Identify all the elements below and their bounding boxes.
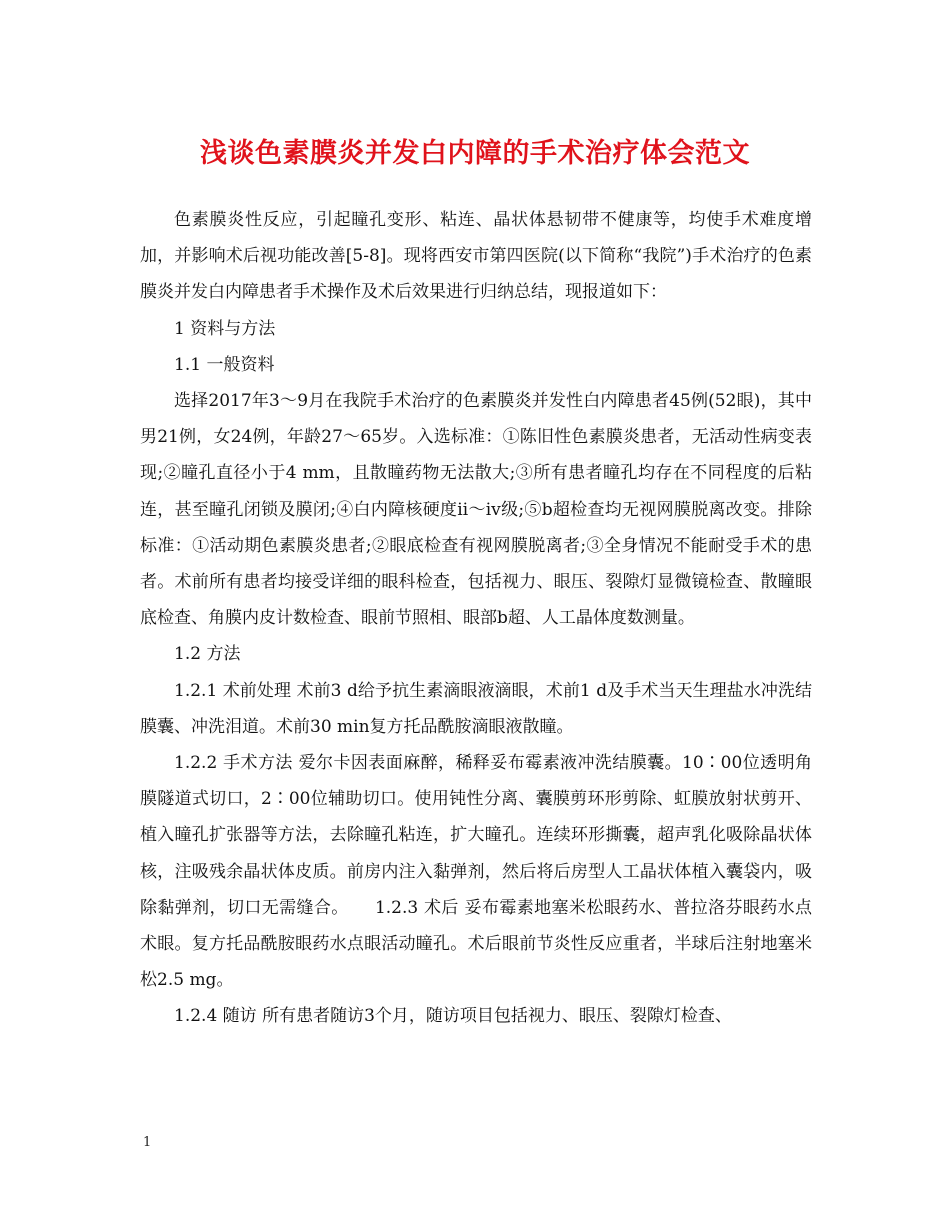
document-body [140,202,812,1035]
heading-method: 1.2 方法 [174,644,241,665]
document-title: 浅谈色素膜炎并发白内障的手术治疗体会范文 [200,138,750,169]
paragraph-general-info: 选择2017年3～9月在我院手术治疗的色素膜炎并发性白内障患者45例(52眼)，其中男21例，女24例，年龄27～65岁。入选标准：①陈旧性色素膜炎患者，无活动性病变表现;②瞳孔直径小于4 mm，且散瞳药物无法散大;③所有患者瞳孔均存在不同程度的后粘连，甚至瞳孔闭锁及膜闭;④白内障核硬度ⅱ～ⅳ级;⑤b超检查均无视网膜脱离改变。排除标准：①活动期色素膜炎患者;②眼底检查有视网膜脱离者;③全身情况不能耐受手术的患者。术前所有患者均接受详细的眼科检查，包括视力、眼压、裂隙灯显微镜检查、散瞳眼底检查、角膜内皮计数检查、眼前节照相、眼部b超、人工晶体度数测量。 [140,391,812,629]
paragraph-intro: 色素膜炎性反应，引起瞳孔变形、粘连、晶状体悬韧带不健康等，均使手术难度增加，并影响术后视功能改善[5-8]。现将西安市第四医院(以下简称“我院”)手术治疗的色素膜炎并发白内障患者手术操作及术后效果进行归纳总结，现报道如下： [140,210,812,303]
paragraph-surgical-method: 1.2.2 手术方法 爱尔卡因表面麻醉，稀释妥布霉素液冲洗结膜囊。10∶00位透明角膜隧道式切口，2∶00位辅助切口。使用钝性分离、囊膜剪环形剪除、虹膜放射状剪开、植入瞳孔扩张器等方法，去除瞳孔粘连，扩大瞳孔。连续环形撕囊，超声乳化吸除晶状体核，注吸残余晶状体皮质。前房内注入黏弹剂，然后将后房型人工晶状体植入囊袋内，吸除黏弹剂，切口无需缝合。 1.2.3 术后 妥布霉素地塞米松眼药水、普拉洛芬眼药水点术眼。复方托品酰胺眼药水点眼活动瞳孔。术后眼前节炎性反应重者，半球后注射地塞米松2.5 mg。 [140,753,812,991]
paragraph-preoperative: 1.2.1 术前处理 术前3 d给予抗生素滴眼液滴眼，术前1 d及手术当天生理盐水冲洗结膜囊、冲洗泪道。术前30 min复方托品酰胺滴眼液散瞳。 [140,680,812,737]
paragraph-follow-up: 1.2.4 随访 所有患者随访3个月，随访项目包括视力、眼压、裂隙灯检查、 [174,1006,732,1027]
page-number: 1 [143,1135,152,1150]
heading-methods: 1 资料与方法 [174,318,276,339]
heading-general-info: 1.1 一般资料 [174,354,275,375]
